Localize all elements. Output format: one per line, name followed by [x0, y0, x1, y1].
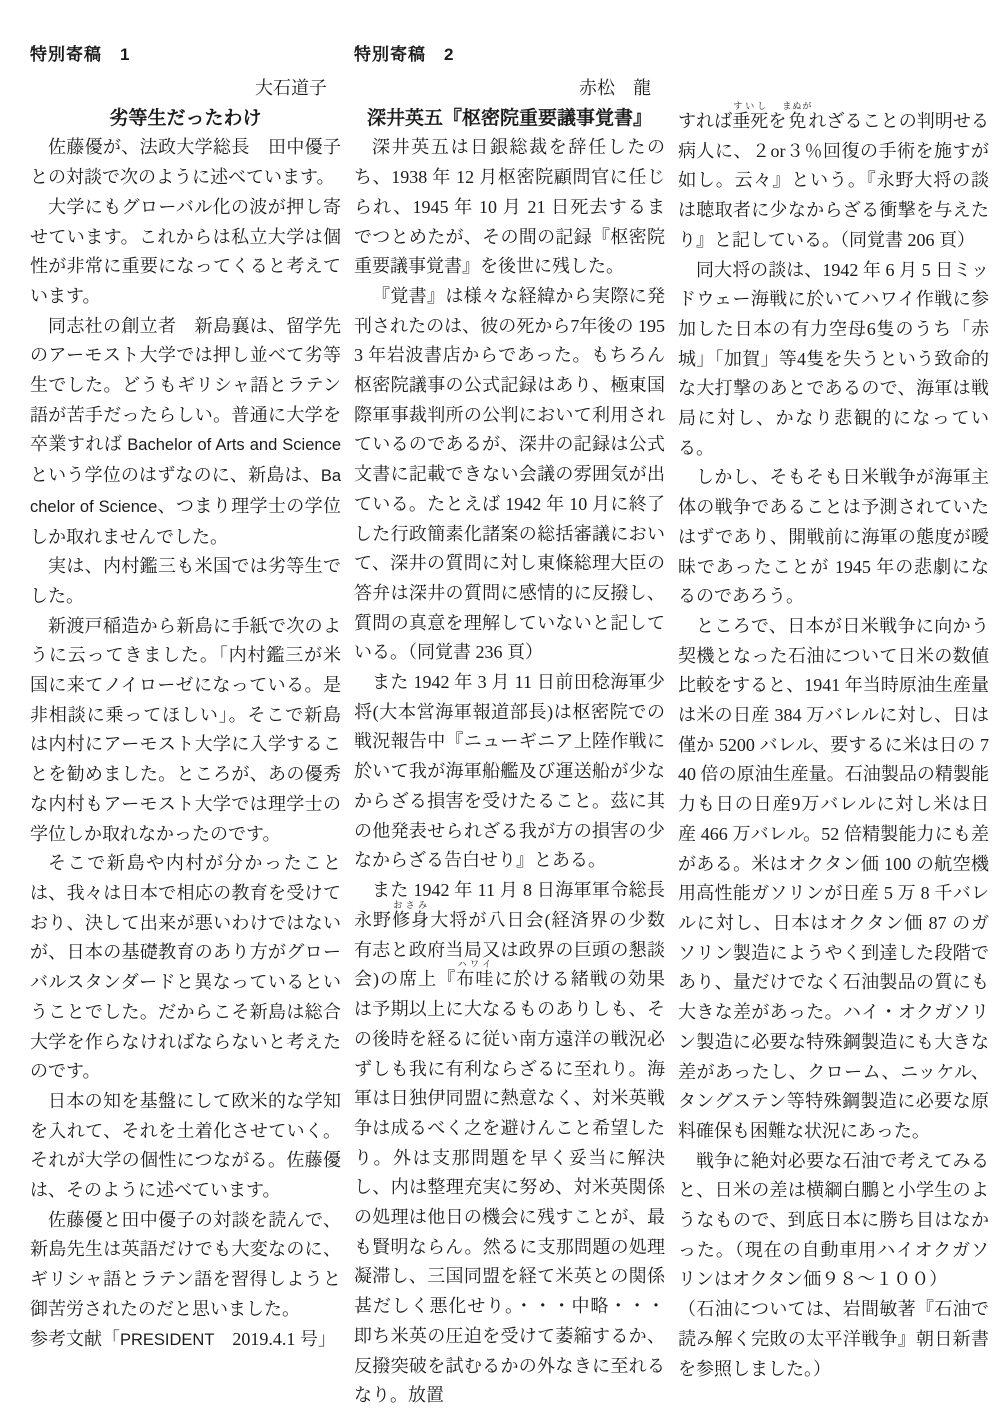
article-2-header: 特別寄稿 2	[354, 45, 455, 64]
column-3-body	[678, 44, 989, 1384]
paragraph: 深井英五は日銀総裁を辞任したのち、1938 年 12 月枢密院顧問官に任じられ、1945 年 10 月 21 日死去するまでつとめたが、その間の記録『枢密院重要議事覚書』を後世に残した。	[354, 137, 665, 277]
article-1-title: 劣等生だったわけ	[109, 107, 262, 129]
article-2-author: 赤松 龍	[579, 78, 651, 98]
paragraph: すれば垂死すいしを免まぬがれざることの判明せる病人に、２or３％回復の手術を施すが如し。云々』という。『永野大将の談は聴取者に少なからざる衝撃を与えたり』と記している。（同覚書 206 頁）	[678, 101, 989, 250]
paragraph: 実は、内村鑑三も米国では劣等生でした。	[30, 556, 341, 606]
paragraph: 新渡戸稲造から新島に手紙で次のように云ってきました。「内村鑑三が米国に来てノイローゼになっている。是非相談に乗ってほしい」。そこで新島は内村にアーモスト大学に入学することを勧めました。ところが、あの優秀な内村もアーモスト大学では理学士の学位しか取れなかったのです。	[30, 615, 341, 844]
column-2	[354, 44, 665, 1411]
paragraph: （石油については、岩間敏著『石油で読み解く完敗の太平洋戦争』朝日新書を参照しました。）	[678, 1299, 989, 1379]
paragraph: また 1942 年 11 月 8 日海軍軍令総長永野修身おさみ大将が八日会(経済界の少数有志と政府当局又は政界の巨頭の懇談会)の席上『布哇ハワイに於ける緒戦の効果は予期以上に大なるものありしも、その後時を経るに従い南方遠洋の戦況必ずしも我に有利ならざるに至れり。海軍は日独伊同盟に熱意なく、対米英戦争は成るべく之を避けんこと希望したり。外は支那問題を早く妥当に解決し、内は整理充実に努め、対米英関係の処理は他日の機会に残すことが、最も賢明ならん。然るに支那問題の処理凝滞し、三国同盟を経て米英との関係甚だしく悪化せり。・・・中略・・・即ち米英の圧迫を受けて萎縮するか、反撥突破を試むるかの外なきに至れるなり。放置	[354, 879, 665, 1406]
ruby-annotated-word: 布哇ハワイ	[456, 959, 495, 990]
column-1-body	[30, 133, 341, 1355]
latin-text: Bachelor of Science	[30, 467, 341, 516]
article-1-author: 大石道子	[255, 78, 327, 98]
latin-text: Bachelor of Arts and Science	[127, 436, 342, 455]
paragraph: そこで新島や内村が分かったことは、我々は日本で相応の教育を受けており、決して出来が悪いわけではないが、日本の基礎教育のあり方がグローバルスタンダードと異なっているということでした。だからこそ新島は総合大学を作らなければならないと考えたのです。	[30, 853, 341, 1082]
paragraph: 『覚書』は様々な経緯から実際に発刊されたのは、彼の死から7年後の 1953 年岩波書店からであった。もちろん枢密院議事の公式記録はあり、極東国際軍事裁判所の公判において利用されているのであるが、深井の記録は公式文書に記載できない会議の雰囲気が出ている。たとえば 1942 年 10 月に終了した行政簡素化諸案の総括審議において、深井の質問に対し東條総理大臣の答弁は深井の質問に感情的に反撥し、質問の真意を理解していないと記している。（同覚書 236 頁）	[354, 285, 665, 663]
paragraph: 佐藤優が、法政大学総長 田中優子との対談で次のように述べています。	[30, 137, 341, 188]
paragraph: ところで、日本が日米戦争に向かう契機となった石油について日米の数値比較をすると、1941 年当時原油生産量は米の日産 384 万バレルに対し、日は僅か 5200 バレル、要するに米は日の 740 倍の原油生産量。石油製品の精製能力も日の日産9万バレルに対し米は日産 466 万バレル。52 倍精製能力にも差がある。米はオクタン価 100 の航空機用高性能ガソリンが日産 5 万 8 千バレルに対し、日本はオクタン価 87 のガソリン製造にようやく到達した段階であり、量だけでなく石油製品の質にも大きな差があった。ハイ・オクガソリン製造に必要な特殊鋼製造にも大きな差があったし、クローム、ニッケル、タングステン等特殊鋼製造に必要な原料確保も困難な状況にあった。	[678, 615, 989, 1141]
paragraph: 佐藤優と田中優子の対談を読んで、新島先生は英語だけでも大変なのに、ギリシャ語とラテン語を習得しようと御苦労されたのだと思いました。	[30, 1209, 341, 1319]
column-layout	[30, 44, 989, 1411]
column-3	[678, 44, 989, 1384]
ruby-annotated-word: 修身おさみ	[392, 899, 431, 930]
paragraph: 参考文献「PRESIDENT 2019.4.1 号」	[30, 1328, 336, 1349]
paragraph: 戦争に絶対必要な石油で考えてみると、日米の差は横綱白鵬と小学生のようなもので、到底日本に勝ち目はなかった。（現在の自動車用ハイオクガソリンはオクタン価９８～１００）	[678, 1150, 989, 1290]
paragraph: 大学にもグローバル化の波が押し寄せています。これからは私立大学は個性が非常に重要になってくると考えています。	[30, 196, 341, 306]
paragraph: また 1942 年 3 月 11 日前田稔海軍少将(大本営海軍報道部長)は枢密院での戦況報告中『ニューギニア上陸作戦に於いて我が海軍船艦及び運送船が少なからざる損害を受けたること。茲に其の他発表せられざる我が方の損害の少なからざる告白せり』とある。	[354, 672, 665, 871]
column-1	[30, 44, 341, 1355]
ruby-annotated-word: 免まぬが	[782, 101, 813, 131]
latin-text: PRESIDENT	[120, 1330, 215, 1349]
column-2-body	[354, 133, 665, 1411]
paragraph: しかし、そもそも日米戦争が海軍主体の戦争であることは予測されていたはずであり、開戦前に海軍の態度が曖昧であったことが 1945 年の悲劇になるのであろう。	[678, 467, 989, 607]
paragraph: 日本の知を基盤にして欧米的な学知を入れて、それを土着化させていく。それが大学の個性につながる。佐藤優は、そのように述べています。	[30, 1090, 341, 1201]
paragraph: 同志社の創立者 新島襄は、留学先のアーモスト大学では押し並べて劣等生でした。どうもギリシャ語とラテン語が苦手だったらしい。普通に大学を卒業すれば Bachelor of Arts and Science という学位のはずなのに、新島は、Bachelor of Science、つまり理学士の学位しか取れませんでした。	[30, 315, 342, 547]
paragraph: 同大将の談は、1942 年 6 月 5 日ミッドウェー海戦に於いてハワイ作戦に参加した日本の有力空母6隻のうち「赤城」「加賀」等4隻を失うという致命的な大打撃のあとであるので、海軍は戦局に対し、かなり悲観的になっている。	[678, 259, 989, 458]
article-2-title: 深井英五『枢密院重要議事覚書』	[366, 107, 652, 129]
article-1-header: 特別寄稿 1	[30, 45, 131, 64]
ruby-annotated-word: 垂死すいし	[732, 101, 769, 131]
